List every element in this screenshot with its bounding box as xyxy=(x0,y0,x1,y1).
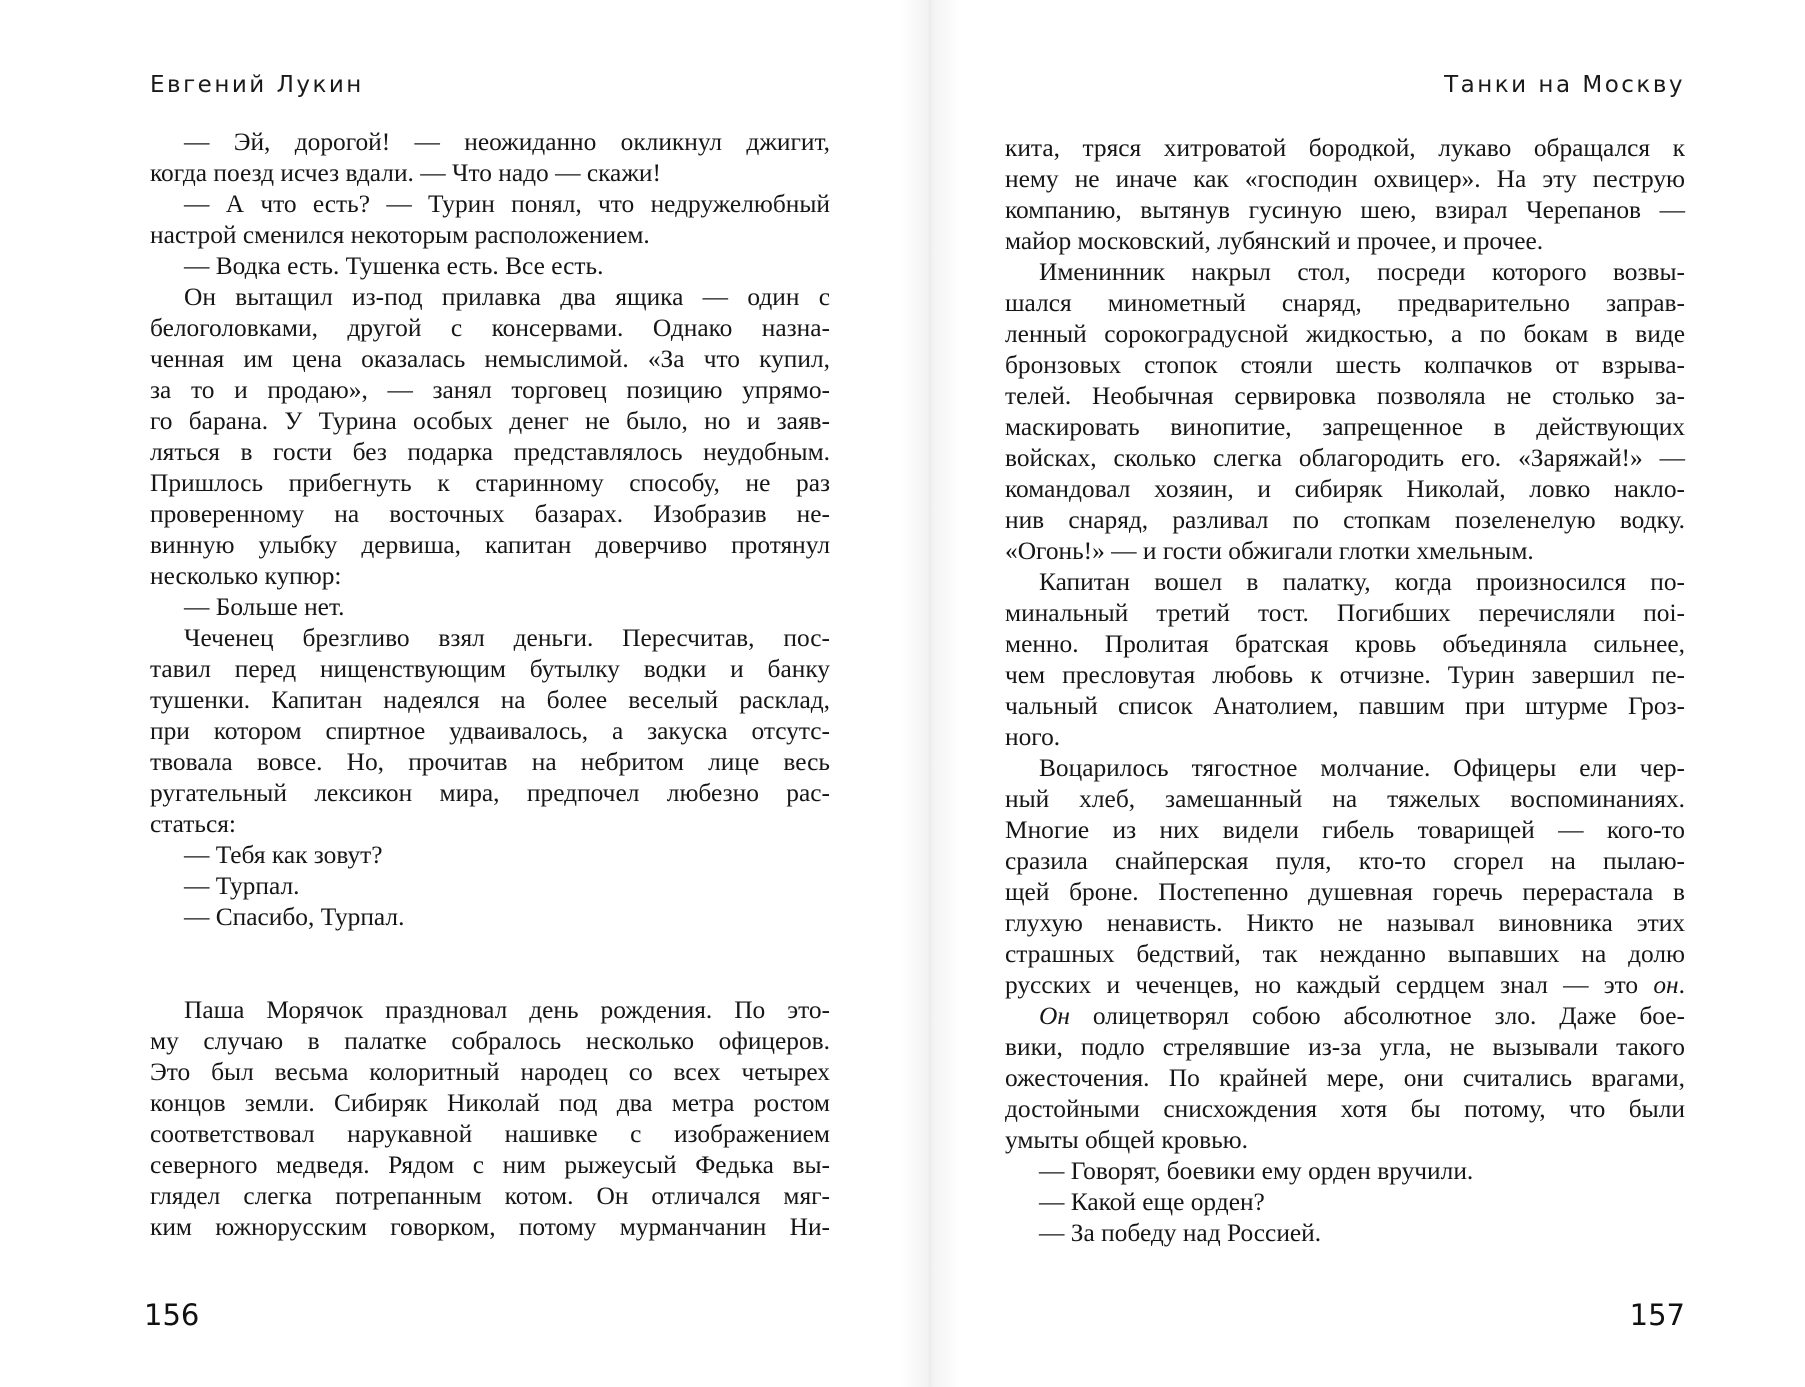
text-line: концов земли. Сибиряк Николай под два метра ростом xyxy=(150,1089,830,1117)
text-line: — За победу над Россией. xyxy=(1039,1219,1322,1247)
text-line: — Какой еще орден? xyxy=(1039,1188,1265,1216)
text-line: северного медведя. Рядом с ним рыжеусый Федька вы- xyxy=(150,1151,830,1179)
text-line: глухую ненависть. Никто не называл виновника этих xyxy=(1005,909,1685,937)
text-line: — Эй, дорогой! — неожиданно окликнул джигит, xyxy=(184,128,830,156)
text-line: умыты общей кровью. xyxy=(1005,1126,1248,1154)
text-line xyxy=(1005,970,1685,1001)
text-line: го барана. У Турина особых денег не было, но и заяв- xyxy=(150,407,830,435)
text-span: . xyxy=(1678,971,1685,999)
text-line: менно. Пролитая братская кровь объединяла сильнее, xyxy=(1005,630,1685,658)
text-span: русских и чеченцев, но каждый сердцем знал — это xyxy=(1005,971,1654,999)
text-line: винную улыбку дервиша, капитан доверчиво протянул xyxy=(150,531,830,559)
text-line: — Тебя как зовут? xyxy=(184,841,383,869)
page-number: 157 xyxy=(1629,1298,1685,1332)
text-line: Чеченец брезгливо взял деньги. Пересчитав, пос- xyxy=(184,624,830,652)
text-line: — Спасибо, Турпал. xyxy=(184,903,405,931)
text-line: командовал хозяин, и сибиряк Николай, ловко накло- xyxy=(1005,475,1685,503)
text-line: когда поезд исчез вдали. — Что надо — скажи! xyxy=(150,159,661,187)
text-line xyxy=(1005,1001,1685,1032)
text-line: Он вытащил из-под прилавка два ящика — один с xyxy=(184,283,830,311)
right-page-text xyxy=(1005,133,1685,1249)
book-gutter xyxy=(900,0,960,1387)
text-line: майор московский, лубянский и прочее, и прочее. xyxy=(1005,227,1544,255)
text-line: ченная им цена оказалась немыслимой. «За что купил, xyxy=(150,345,830,373)
text-line: щей броне. Постепенно душевная горечь перерастала в xyxy=(1005,878,1685,906)
text-line: тушенки. Капитан надеялся на более веселый расклад, xyxy=(150,686,830,714)
text-line: — Водка есть. Тушенка есть. Все есть. xyxy=(184,252,604,280)
text-line: при котором спиртное удваивалось, а закуска отсутс- xyxy=(150,717,830,745)
text-line: статься: xyxy=(150,810,236,838)
text-line: бронзовых стопок стояли шесть колпачков от взрыва- xyxy=(1005,351,1685,379)
emphasis-he: он xyxy=(1653,971,1679,999)
text-line: чем пресловутая любовь к отчизне. Турин завершил пе- xyxy=(1005,661,1685,689)
emphasis-he: Он xyxy=(1039,1002,1070,1030)
text-line: «Огонь!» — и гости обжигали глотки хмельным. xyxy=(1005,537,1534,565)
text-line: достойными снисхождения хотя бы потому, что были xyxy=(1005,1095,1685,1123)
text-line: соответствовал нарукавной нашивке с изображением xyxy=(150,1120,830,1148)
text-line: телей. Необычная сервировка позволяла не столько за- xyxy=(1005,382,1685,410)
text-line: страшных бедствий, так нежданно выпавших на долю xyxy=(1005,940,1685,968)
text-line: твовала вовсе. Но, прочитав на небритом лице весь xyxy=(150,748,830,776)
text-line: за то и продаю», — занял торговец позицию упрямо- xyxy=(150,376,830,404)
running-head-author: Евгений Лукин xyxy=(150,72,364,98)
text-line: маскировать винопитие, запрещенное в действующих xyxy=(1005,413,1685,441)
text-span: олицетворял собою абсолютное зло. Даже бое- xyxy=(1069,1002,1685,1030)
text-line: кита, тряся хитроватой бородкой, лукаво обращался к xyxy=(1005,134,1685,162)
text-line: белоголовками, другой с консервами. Однако назна- xyxy=(150,314,830,342)
text-line: Это был весьма колоритный народец со всех четырех xyxy=(150,1058,830,1086)
text-line: — Больше нет. xyxy=(184,593,345,621)
running-head-title: Танки на Москву xyxy=(1444,72,1685,98)
text-line: сразила снайперская пуля, кто-то сгорел на пылаю- xyxy=(1005,847,1685,875)
text-line: проверенному на восточных базарах. Изобразив не- xyxy=(150,500,830,528)
text-line: нив снаряд, разливал по стопкам позеленелую водку. xyxy=(1005,506,1685,534)
section-break xyxy=(150,933,830,995)
text-line: несколько купюр: xyxy=(150,562,342,590)
text-line: компанию, вытянув гусиную шею, взирал Черепанов — xyxy=(1005,196,1685,224)
text-line: минальный третий тост. Погибших перечисляли поі- xyxy=(1005,599,1685,627)
page-number: 156 xyxy=(144,1298,200,1332)
text-line: вики, подло стрелявшие из-за угла, не вызывали такого xyxy=(1005,1033,1685,1061)
text-line: Воцарилось тягостное молчание. Офицеры ели чер- xyxy=(1039,754,1685,782)
text-line: му случаю в палатке собралось несколько офицеров. xyxy=(150,1027,830,1055)
text-line: тавил перед нищенствующим бутылку водки и банку xyxy=(150,655,830,683)
text-line: глядел слегка потрепанным котом. Он отличался мяг- xyxy=(150,1182,830,1210)
text-line: Пришлось прибегнуть к старинному способу, не раз xyxy=(150,469,830,497)
text-line: ким южнорусским говорком, потому мурманчанин Ни- xyxy=(150,1213,830,1241)
text-line: войсках, сколько слегка облагородить его. «Заряжай!» — xyxy=(1005,444,1685,472)
text-line: шался минометный снаряд, предварительно заправ- xyxy=(1005,289,1685,317)
text-line: Именинник накрыл стол, посреди которого возвы- xyxy=(1039,258,1685,286)
text-line: — Турпал. xyxy=(184,872,300,900)
text-line: ругательный лексикон мира, предпочел любезно рас- xyxy=(150,779,830,807)
text-line: чальный список Анатолием, павшим при штурме Гроз- xyxy=(1005,692,1685,720)
left-page-text xyxy=(150,127,830,1243)
left-page xyxy=(144,0,830,1387)
right-page xyxy=(1005,0,1685,1387)
text-line: ленный сорокоградусной жидкостью, а по бокам в виде xyxy=(1005,320,1685,348)
text-line: Многие из них видели гибель товарищей — кого-то xyxy=(1005,816,1685,844)
text-line: настрой сменился некоторым расположением. xyxy=(150,221,650,249)
text-line: ного. xyxy=(1005,723,1061,751)
text-line: нему не иначе как «господин охвицер». На эту пеструю xyxy=(1005,165,1685,193)
text-line: ляться в гости без подарка представлялось неудобным. xyxy=(150,438,830,466)
text-line: ожесточения. По крайней мере, они считались врагами, xyxy=(1005,1064,1685,1092)
text-line: — А что есть? — Турин понял, что недружелюбный xyxy=(184,190,830,218)
text-line: ный хлеб, замешанный на тяжелых воспоминаниях. xyxy=(1005,785,1685,813)
text-line: Паша Морячок праздновал день рождения. По это- xyxy=(184,996,830,1024)
text-line: — Говорят, боевики ему орден вручили. xyxy=(1039,1157,1474,1185)
text-line: Капитан вошел в палатку, когда произносился по- xyxy=(1039,568,1685,596)
